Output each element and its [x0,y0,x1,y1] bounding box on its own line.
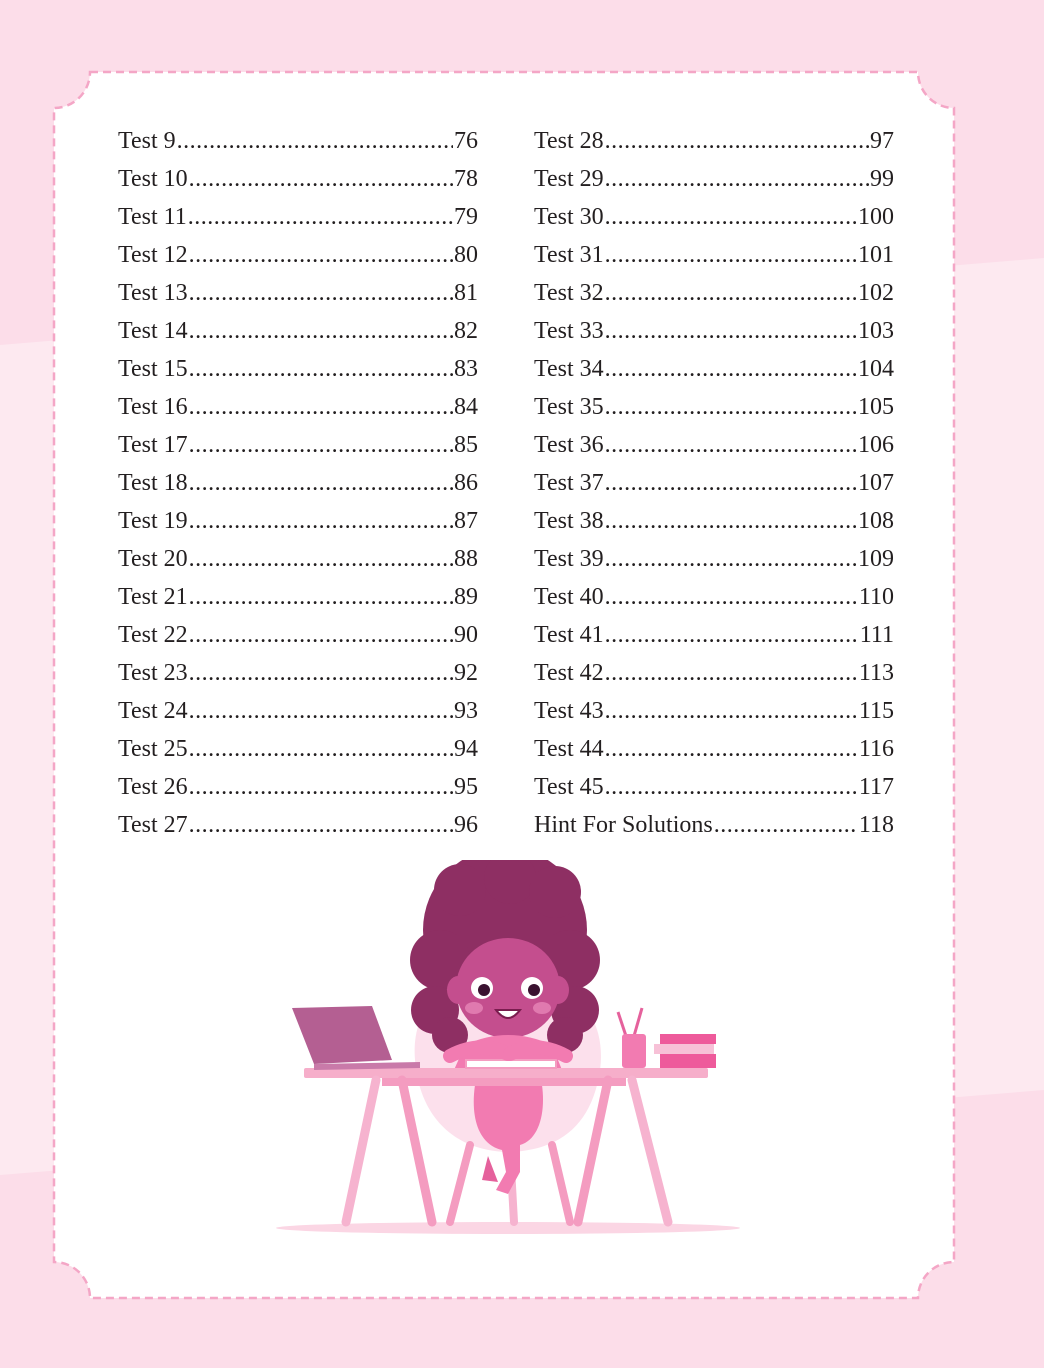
toc-leader-dots [605,388,857,426]
toc-label: Test 27 [118,812,188,838]
toc-leader-dots [177,122,453,160]
toc-leader-dots [605,464,857,502]
toc-page-number: 86 [454,470,478,496]
toc-label: Test 20 [118,546,188,572]
toc-label: Test 42 [534,660,604,686]
toc-row[interactable] [118,198,478,236]
toc-row[interactable] [118,616,478,654]
toc-page-number: 104 [858,356,894,382]
toc-page-number: 96 [454,812,478,838]
toc-row[interactable] [118,426,478,464]
toc-page-number: 118 [858,812,894,838]
girl-studying-at-desk-illustration [270,860,750,1240]
toc-page-number: 111 [859,622,894,648]
toc-page-number: 93 [454,698,478,724]
toc-leader-dots [605,578,858,616]
toc-page-number: 102 [858,280,894,306]
toc-leader-dots [189,616,453,654]
toc-label: Test 21 [118,584,188,610]
toc-row[interactable] [118,464,478,502]
toc-row[interactable] [534,768,894,806]
toc-leader-dots [189,578,453,616]
toc-row[interactable] [534,312,894,350]
toc-leader-dots [189,730,453,768]
toc-row[interactable] [534,806,894,844]
toc-leader-dots [714,806,858,844]
toc-page-number: 117 [858,774,894,800]
toc-page-number: 116 [858,736,894,762]
toc-leader-dots [189,426,453,464]
toc-leader-dots [189,768,453,806]
toc-label: Test 15 [118,356,188,382]
toc-leader-dots [605,426,857,464]
toc-row[interactable] [534,502,894,540]
toc-page-number: 108 [858,508,894,534]
toc-page-number: 95 [454,774,478,800]
toc-leader-dots [189,502,453,540]
toc-page-number: 88 [454,546,478,572]
toc-page-number: 97 [870,128,894,154]
toc-page-number: 103 [858,318,894,344]
toc-label: Test 17 [118,432,188,458]
toc-label: Test 43 [534,698,604,724]
toc-row[interactable] [534,198,894,236]
toc-row[interactable] [534,578,894,616]
toc-label: Test 32 [534,280,604,306]
toc-label: Test 19 [118,508,188,534]
toc-page-number: 82 [454,318,478,344]
toc-row[interactable] [534,160,894,198]
toc-leader-dots [605,198,857,236]
toc-label: Test 44 [534,736,604,762]
toc-row[interactable] [118,274,478,312]
toc-label: Test 34 [534,356,604,382]
toc-leader-dots [605,502,857,540]
toc-leader-dots [189,350,453,388]
toc-leader-dots [605,730,858,768]
toc-leader-dots [605,122,869,160]
toc-leader-dots [189,464,453,502]
toc-leader-dots [189,540,453,578]
book-stack-icon [654,1034,716,1068]
toc-page-number: 105 [858,394,894,420]
toc-row[interactable] [534,654,894,692]
toc-row[interactable] [118,160,478,198]
toc-leader-dots [605,236,857,274]
toc-page-number: 87 [454,508,478,534]
toc-leader-dots [189,274,453,312]
toc-leader-dots [605,160,869,198]
toc-leader-dots [605,692,858,730]
toc-row[interactable] [534,692,894,730]
toc-label: Test 26 [118,774,188,800]
toc-leader-dots [605,350,857,388]
toc-row[interactable] [118,502,478,540]
toc-label: Test 41 [534,622,604,648]
toc-label: Test 33 [534,318,604,344]
toc-leader-dots [189,654,453,692]
toc-label: Test 37 [534,470,604,496]
toc-label: Test 28 [534,128,604,154]
toc-leader-dots [189,312,453,350]
toc-page-number: 106 [858,432,894,458]
toc-label: Test 39 [534,546,604,572]
toc-page-number: 90 [454,622,478,648]
toc-page-number: 80 [454,242,478,268]
toc-column-left [118,122,478,844]
toc-page-number: 92 [454,660,478,686]
toc-page-number: 115 [858,698,894,724]
toc-leader-dots [605,616,859,654]
toc-row[interactable] [118,692,478,730]
toc-leader-dots [189,388,453,426]
toc-label: Test 31 [534,242,604,268]
toc-label: Test 18 [118,470,188,496]
toc-page-number: 85 [454,432,478,458]
toc-page-number: 89 [454,584,478,610]
toc-page-number: 109 [858,546,894,572]
toc-leader-dots [189,692,453,730]
toc-page-number: 107 [858,470,894,496]
toc-label: Test 35 [534,394,604,420]
toc-row[interactable] [118,730,478,768]
toc-row[interactable] [118,540,478,578]
toc-label: Test 22 [118,622,188,648]
toc-leader-dots [605,312,857,350]
toc-label: Test 23 [118,660,188,686]
laptop-icon [292,1006,420,1070]
toc-label: Test 36 [534,432,604,458]
toc-page-number: 78 [454,166,478,192]
toc-page-number: 113 [858,660,894,686]
toc-page-number: 99 [870,166,894,192]
toc-row[interactable] [534,464,894,502]
toc-leader-dots [605,274,857,312]
toc-row[interactable] [118,806,478,844]
toc-label: Test 30 [534,204,604,230]
toc-label: Test 10 [118,166,188,192]
toc-row[interactable] [118,578,478,616]
toc-row[interactable] [534,122,894,160]
toc-page-number: 100 [858,204,894,230]
toc-label: Test 45 [534,774,604,800]
toc-label: Test 9 [118,128,176,154]
toc-leader-dots [189,236,453,274]
toc-page-number: 76 [454,128,478,154]
toc-label: Test 16 [118,394,188,420]
toc-row[interactable] [534,730,894,768]
toc-page-number: 83 [454,356,478,382]
toc-row[interactable] [118,654,478,692]
toc-row[interactable] [534,350,894,388]
toc-label: Hint For Solutions [534,812,713,838]
pencil-cup-icon [618,1008,646,1068]
toc-label: Test 12 [118,242,188,268]
toc-page-number: 79 [454,204,478,230]
toc-row[interactable] [534,616,894,654]
toc-row[interactable] [118,768,478,806]
toc-page-number: 94 [454,736,478,762]
toc-page-number: 101 [858,242,894,268]
toc-leader-dots [189,806,453,844]
toc-leader-dots [189,160,453,198]
toc-label: Test 25 [118,736,188,762]
toc-label: Test 29 [534,166,604,192]
toc-page-number: 84 [454,394,478,420]
toc-label: Test 11 [118,204,187,230]
toc-row[interactable] [118,122,478,160]
toc-row[interactable] [118,312,478,350]
toc-row[interactable] [534,388,894,426]
toc-label: Test 13 [118,280,188,306]
toc-row[interactable] [118,236,478,274]
toc-row[interactable] [534,236,894,274]
toc-leader-dots [605,768,858,806]
toc-label: Test 38 [534,508,604,534]
toc-leader-dots [605,654,858,692]
toc-page-number: 81 [454,280,478,306]
toc-page-number: 110 [858,584,894,610]
toc-leader-dots [188,198,453,236]
toc-row[interactable] [534,274,894,312]
toc-row[interactable] [534,540,894,578]
toc-column-right [534,122,894,844]
toc-row[interactable] [534,426,894,464]
toc-label: Test 40 [534,584,604,610]
toc-label: Test 24 [118,698,188,724]
toc-row[interactable] [118,350,478,388]
toc-leader-dots [605,540,857,578]
toc-label: Test 14 [118,318,188,344]
toc-row[interactable] [118,388,478,426]
